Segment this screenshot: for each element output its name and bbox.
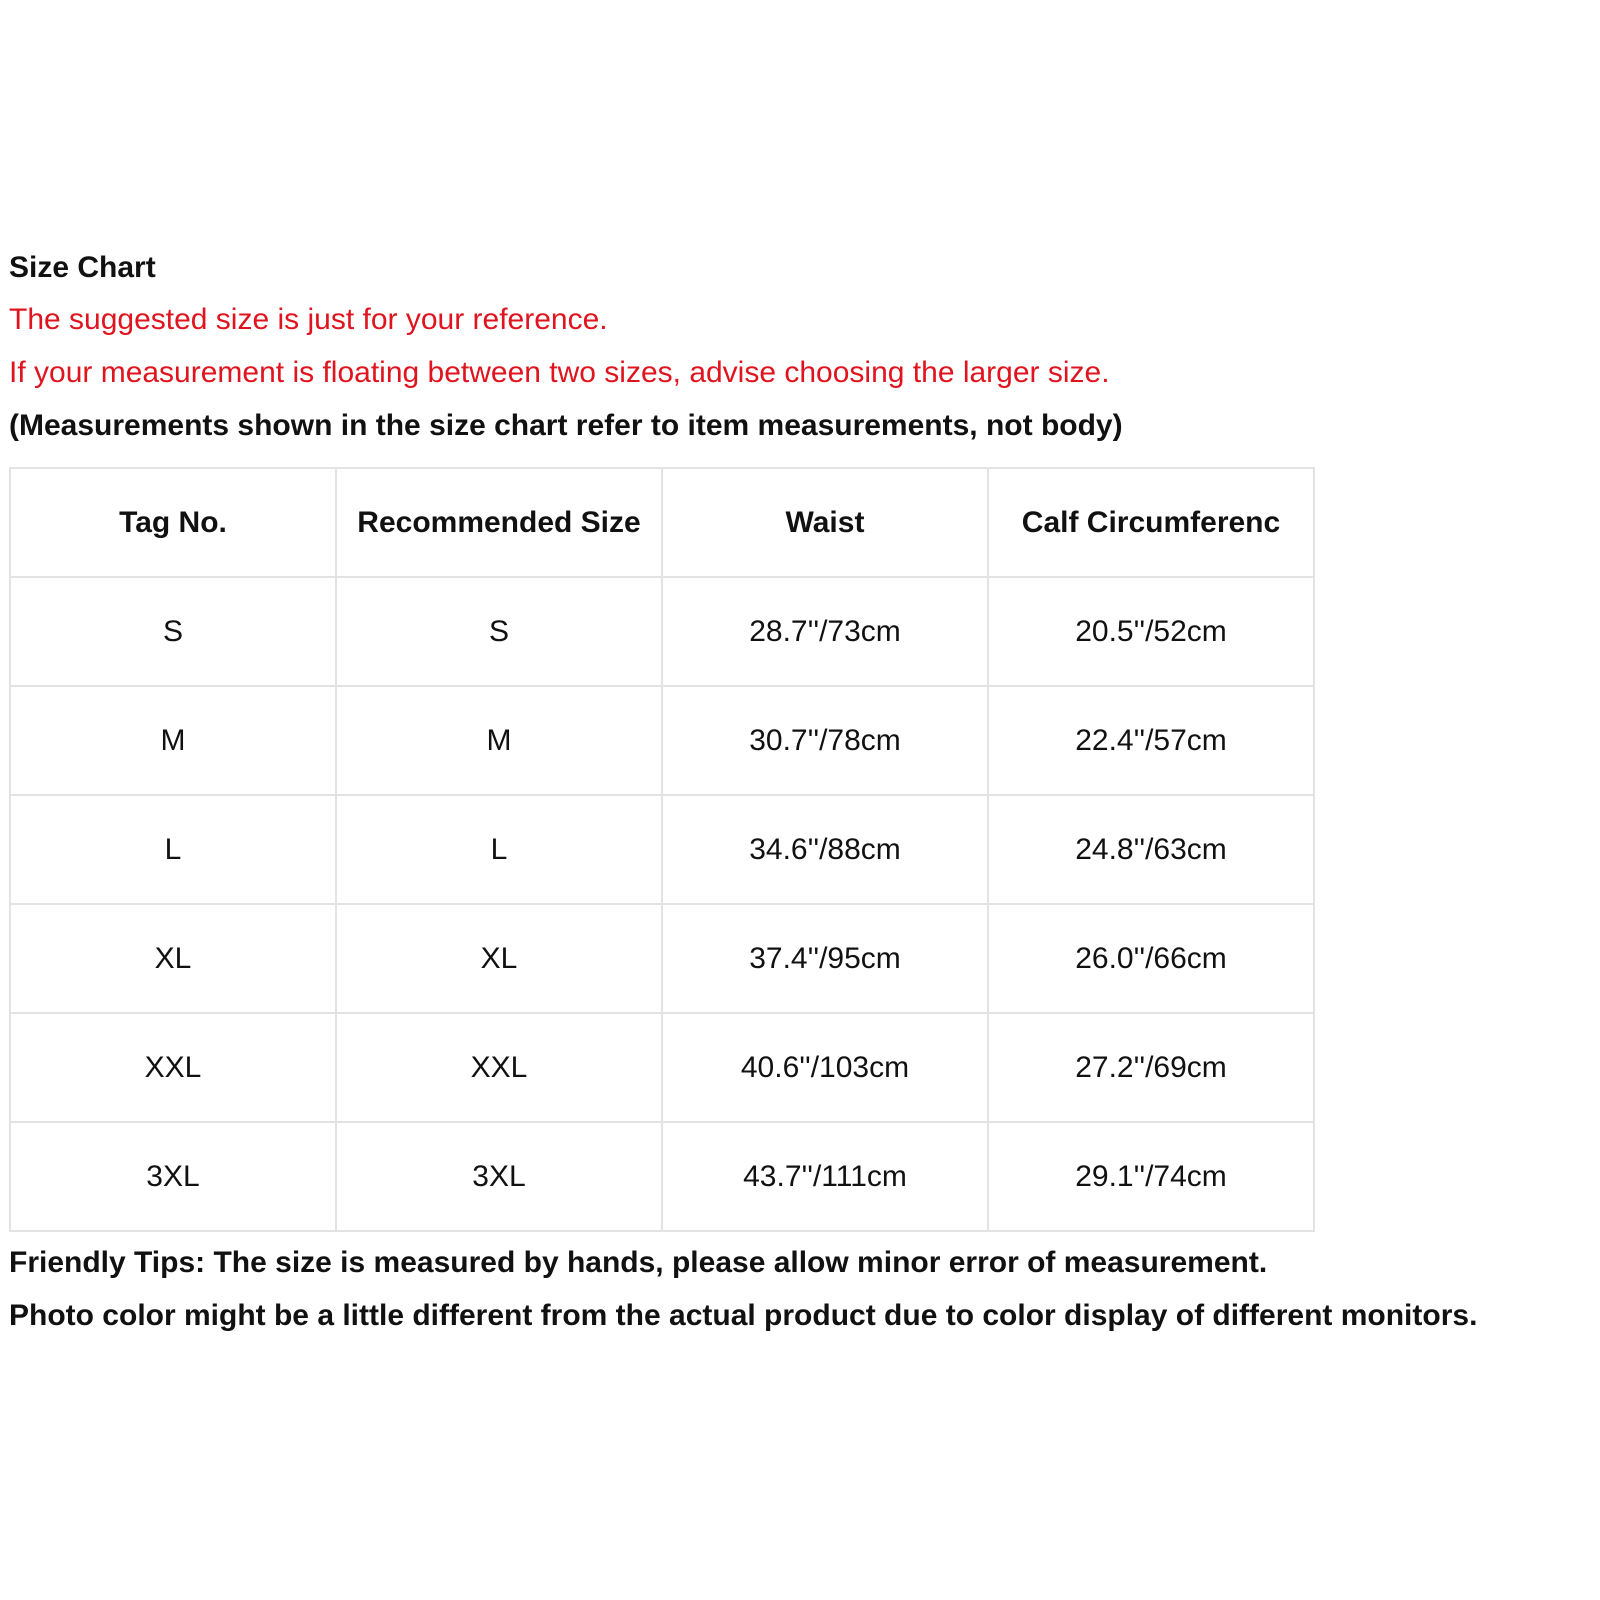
cell-calf-circumference: 27.2''/69cm bbox=[988, 1013, 1314, 1122]
cell-recommended-size: M bbox=[336, 686, 662, 795]
cell-tag-no: M bbox=[10, 686, 336, 795]
sizing-advice-note: If your measurement is floating between two sizes, advise choosing the larger size. bbox=[9, 356, 1110, 389]
friendly-tip-measurement: Friendly Tips: The size is measured by hands, please allow minor error of measurement. bbox=[9, 1246, 1268, 1279]
cell-waist: 43.7''/111cm bbox=[662, 1122, 988, 1231]
table-row bbox=[10, 686, 1314, 795]
cell-recommended-size: 3XL bbox=[336, 1122, 662, 1231]
header-waist: Waist bbox=[662, 468, 988, 577]
cell-tag-no: S bbox=[10, 577, 336, 686]
measurement-disclaimer: (Measurements shown in the size chart refer to item measurements, not body) bbox=[9, 409, 1123, 442]
cell-waist: 40.6''/103cm bbox=[662, 1013, 988, 1122]
header-tag-no: Tag No. bbox=[10, 468, 336, 577]
cell-calf-circumference: 20.5''/52cm bbox=[988, 577, 1314, 686]
table-row bbox=[10, 904, 1314, 1013]
cell-calf-circumference: 24.8''/63cm bbox=[988, 795, 1314, 904]
table-row bbox=[10, 1122, 1314, 1231]
cell-tag-no: 3XL bbox=[10, 1122, 336, 1231]
table-row bbox=[10, 1013, 1314, 1122]
cell-waist: 28.7''/73cm bbox=[662, 577, 988, 686]
cell-recommended-size: XXL bbox=[336, 1013, 662, 1122]
cell-tag-no: L bbox=[10, 795, 336, 904]
size-table bbox=[9, 467, 1315, 1232]
cell-calf-circumference: 29.1''/74cm bbox=[988, 1122, 1314, 1231]
cell-tag-no: XL bbox=[10, 904, 336, 1013]
cell-waist: 34.6''/88cm bbox=[662, 795, 988, 904]
page-title: Size Chart bbox=[9, 251, 156, 284]
cell-recommended-size: XL bbox=[336, 904, 662, 1013]
table-row bbox=[10, 577, 1314, 686]
header-calf-circumference: Calf Circumferenc bbox=[988, 468, 1314, 577]
table-header-row bbox=[10, 468, 1314, 577]
cell-calf-circumference: 22.4''/57cm bbox=[988, 686, 1314, 795]
header-recommended-size: Recommended Size bbox=[336, 468, 662, 577]
cell-tag-no: XXL bbox=[10, 1013, 336, 1122]
reference-note: The suggested size is just for your reference. bbox=[9, 303, 608, 336]
cell-waist: 30.7''/78cm bbox=[662, 686, 988, 795]
friendly-tip-color: Photo color might be a little different from the actual product due to color display of different monitors. bbox=[9, 1299, 1478, 1332]
table-row bbox=[10, 795, 1314, 904]
cell-recommended-size: L bbox=[336, 795, 662, 904]
cell-recommended-size: S bbox=[336, 577, 662, 686]
cell-calf-circumference: 26.0''/66cm bbox=[988, 904, 1314, 1013]
cell-waist: 37.4''/95cm bbox=[662, 904, 988, 1013]
